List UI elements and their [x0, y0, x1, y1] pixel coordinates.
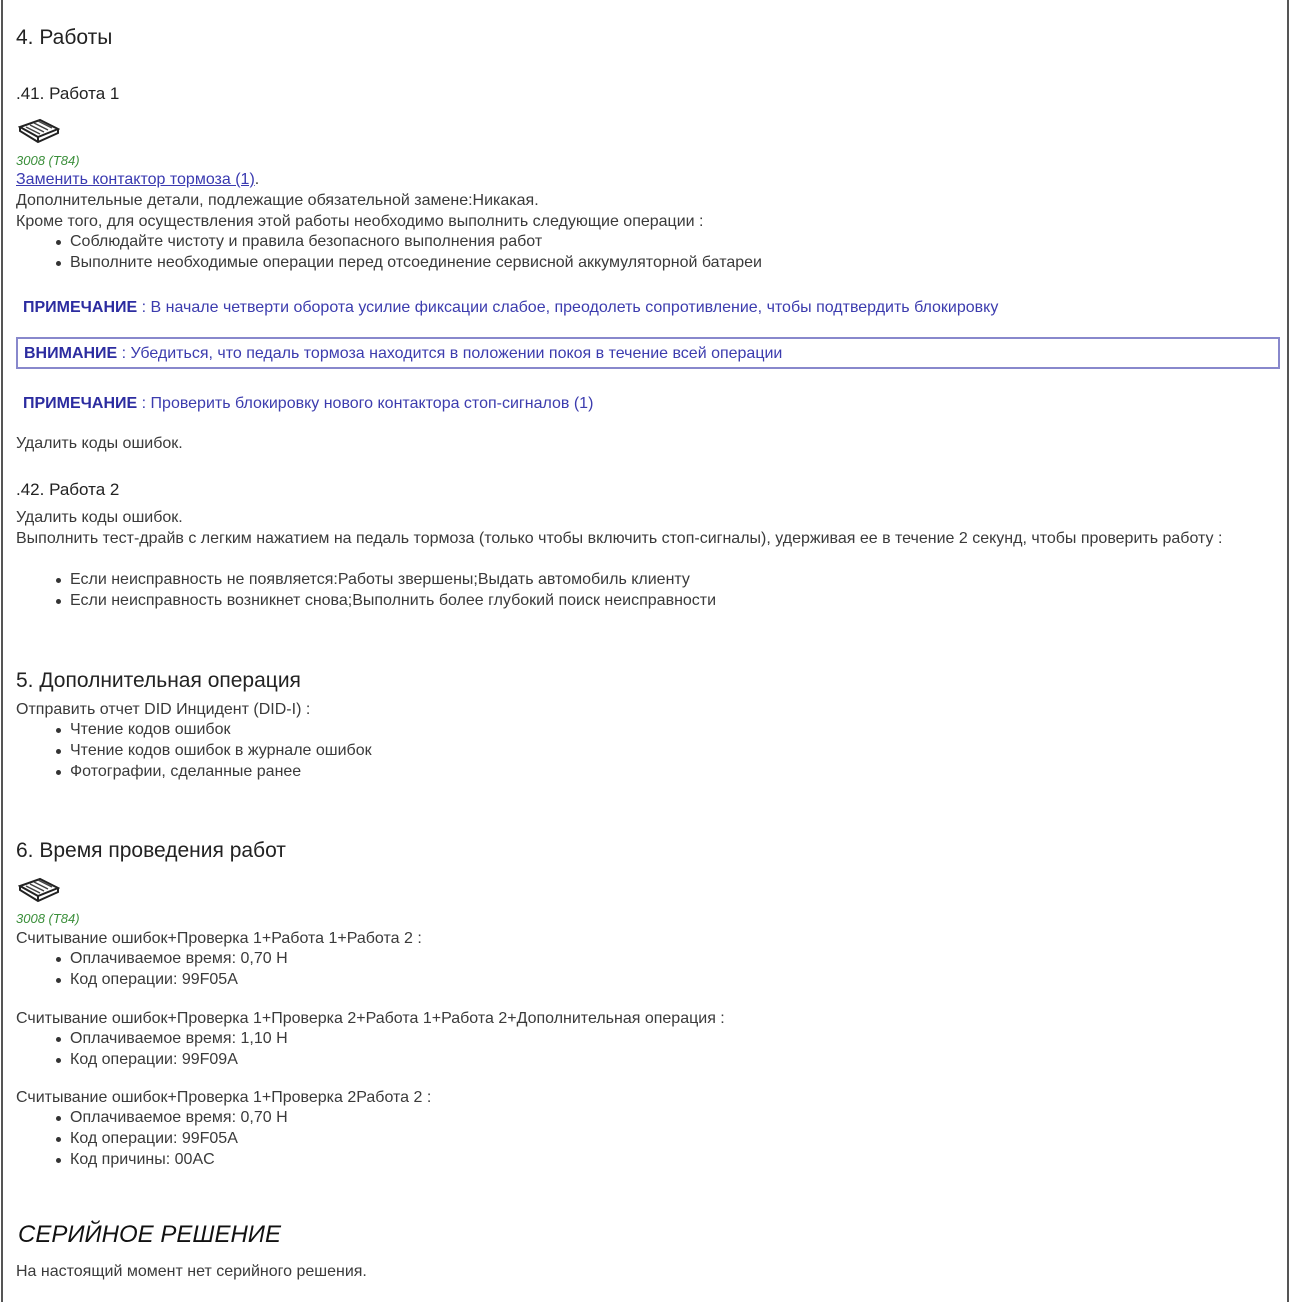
note-2-label: ПРИМЕЧАНИЕ — [23, 395, 138, 412]
did-report-list — [18, 719, 1275, 782]
list-item: Соблюдайте чистоту и правила безопасного выполнения работ — [70, 231, 1275, 252]
warning-label: ВНИМАНИЕ — [24, 345, 118, 362]
work-1-bullet-list — [18, 231, 1275, 273]
note-1-text: : В начале четверти оборота усилие фиксации слабое, преодолеть сопротивление, чтобы подтвердить блокировку — [137, 299, 999, 316]
list-item: Если неисправность не появляется:Работы звершены;Выдать автомобиль клиенту — [70, 569, 1275, 590]
section-4-title: 4. Работы — [16, 26, 113, 49]
time-group-1-title: Считывание ошибок+Проверка 1+Работа 1+Работа 2 : — [16, 930, 422, 947]
list-item: Оплачиваемое время: 0,70 H — [70, 948, 1275, 969]
list-item: Код причины: 00AC — [70, 1149, 1275, 1170]
did-report-intro: Отправить отчет DID Инцидент (DID-I) : — [16, 701, 311, 718]
note-1 — [16, 297, 1275, 318]
link-suffix: . — [254, 171, 260, 188]
open-book-icon[interactable] — [18, 876, 60, 904]
document-page — [1, 0, 1289, 1302]
list-item: Фотографии, сделанные ранее — [70, 761, 1275, 782]
time-group-3-list — [18, 1107, 1275, 1170]
serial-solution-text: На настоящий момент нет серийного решения. — [16, 1263, 367, 1280]
warning-box — [16, 337, 1280, 369]
section-6-title: 6. Время проведения работ — [16, 839, 286, 862]
work-1-link-row — [16, 169, 1275, 190]
time-group-3-title: Считывание ошибок+Проверка 1+Проверка 2Работа 2 : — [16, 1089, 432, 1106]
model-label: 3008 (T84) — [16, 911, 80, 926]
note-2 — [16, 393, 1275, 414]
serial-solution-title: СЕРИЙНОЕ РЕШЕНИЕ — [18, 1221, 281, 1248]
section-5-title: 5. Дополнительная операция — [16, 669, 301, 692]
extra-parts-text: Дополнительные детали, подлежащие обязательной замене:Никакая. — [16, 192, 539, 209]
delete-codes-text-2: Удалить коды ошибок. — [16, 509, 183, 526]
list-item: Оплачиваемое время: 1,10 H — [70, 1028, 1275, 1049]
list-item: Код операции: 99F05A — [70, 969, 1275, 990]
note-1-label: ПРИМЕЧАНИЕ — [23, 299, 138, 316]
list-item: Код операции: 99F09A — [70, 1049, 1275, 1070]
list-item: Чтение кодов ошибок в журнале ошибок — [70, 740, 1275, 761]
list-item: Оплачиваемое время: 0,70 H — [70, 1107, 1275, 1128]
work-2-title: .42. Работа 2 — [16, 480, 120, 499]
replace-brake-contactor-link[interactable]: Заменить контактор тормоза (1) — [16, 171, 255, 188]
work-1-title: .41. Работа 1 — [16, 84, 120, 103]
note-2-text: : Проверить блокировку нового контактора стоп-сигналов (1) — [137, 395, 594, 412]
list-item: Выполните необходимые операции перед отсоединение сервисной аккумуляторной батареи — [70, 252, 1275, 273]
model-label: 3008 (T84) — [16, 153, 80, 168]
test-drive-text: Выполнить тест-драйв с легким нажатием на педаль тормоза (только чтобы включить стоп-сигналы), удерживая ее в течение 2 секунд, чтобы проверить работу : — [16, 530, 1223, 547]
time-group-1-list — [18, 948, 1275, 990]
operations-intro: Кроме того, для осуществления этой работы необходимо выполнить следующие операции : — [16, 213, 704, 230]
work-2-bullet-list — [18, 569, 1275, 611]
list-item: Если неисправность возникнет снова;Выполнить более глубокий поиск неисправности — [70, 590, 1275, 611]
delete-codes-text: Удалить коды ошибок. — [16, 435, 183, 452]
time-group-2-list — [18, 1028, 1275, 1070]
warning-text: : Убедиться, что педаль тормоза находится в положении покоя в течение всей операции — [117, 345, 783, 362]
time-group-2-title: Считывание ошибок+Проверка 1+Проверка 2+Работа 1+Работа 2+Дополнительная операция : — [16, 1010, 725, 1027]
list-item: Код операции: 99F05A — [70, 1128, 1275, 1149]
list-item: Чтение кодов ошибок — [70, 719, 1275, 740]
open-book-icon[interactable] — [18, 117, 60, 145]
